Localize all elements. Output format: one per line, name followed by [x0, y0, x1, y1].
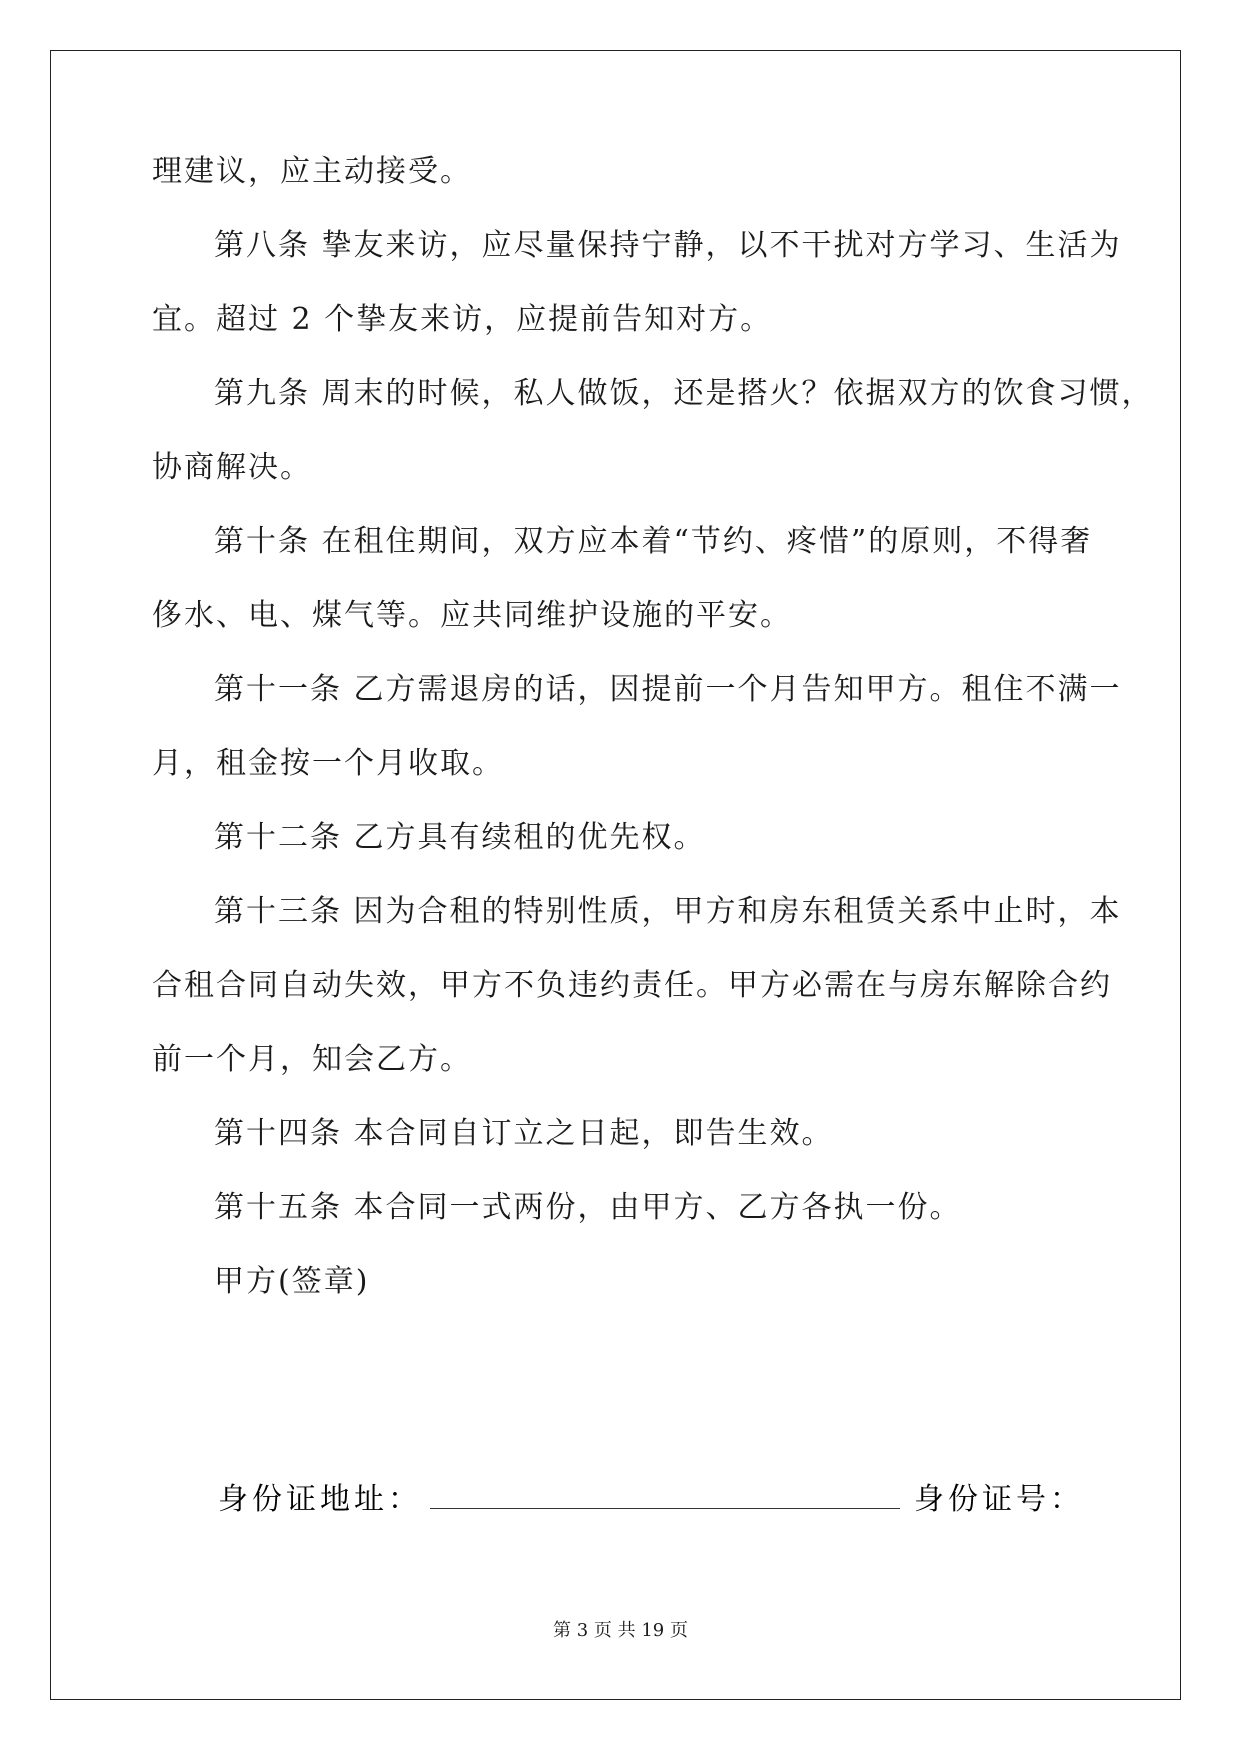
paragraph-line: 月，租金按一个月收取。 — [152, 746, 504, 781]
paragraph-line: 侈水、电、煤气等。应共同维护设施的平安。 — [152, 598, 792, 633]
paragraph-line: 合租合同自动失效，甲方不负违约责任。甲方必需在与房东解除合约 — [152, 968, 1112, 1003]
paragraph-line: 第十条 在租住期间，双方应本着“节约、疼惜”的原则，不得奢 — [214, 524, 1093, 559]
paragraph-line: 协商解决。 — [152, 450, 312, 485]
paragraph-line: 前一个月，知会乙方。 — [152, 1042, 472, 1077]
paragraph-line: 第十五条 本合同一式两份，由甲方、乙方各执一份。 — [214, 1190, 962, 1225]
paragraph-line: 第八条 挚友来访，应尽量保持宁静，以不干扰对方学习、生活为 — [214, 228, 1122, 263]
paragraph-line: 理建议，应主动接受。 — [152, 154, 472, 189]
paragraph-line: 第十三条 因为合租的特别性质，甲方和房东租赁关系中止时，本 — [214, 894, 1122, 929]
paragraph-line: 第十一条 乙方需退房的话，因提前一个月告知甲方。租住不满一 — [214, 672, 1122, 707]
paragraph-line: 宜。超过 2 个挚友来访，应提前告知对方。 — [152, 302, 773, 337]
id-address-blank — [430, 1482, 900, 1509]
page-border — [50, 50, 1181, 1700]
signature-row — [218, 1480, 1084, 1520]
party-a-signature-label: 甲方(签章) — [214, 1264, 370, 1299]
paragraph-line: 第九条 周末的时候，私人做饭，还是搭火？依据双方的饮食习惯， — [214, 376, 1154, 411]
id-address-label: 身份证地址： — [218, 1482, 422, 1517]
paragraph-line: 第十四条 本合同自订立之日起，即告生效。 — [214, 1116, 834, 1151]
page-footer: 第 3 页 共 19 页 — [553, 1620, 688, 1641]
paragraph-line: 第十二条 乙方具有续租的优先权。 — [214, 820, 706, 855]
id-number-label: 身份证号： — [914, 1482, 1084, 1517]
